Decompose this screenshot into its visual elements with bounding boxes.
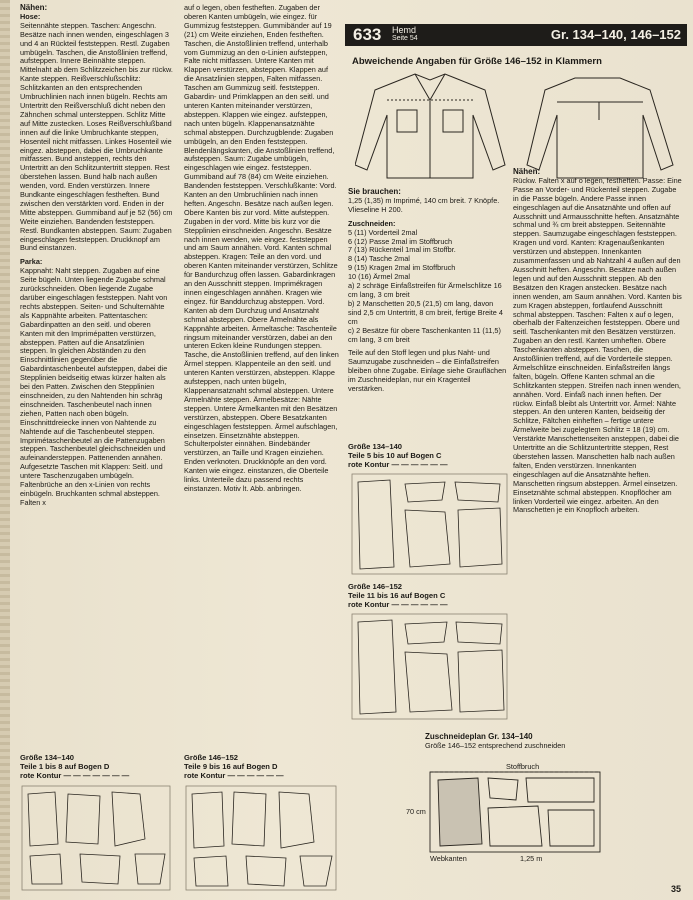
cutting-item: 10 (16) Ärmel 2mal [348,272,411,282]
cutting-item: 7 (13) Rückenteil 1mal im Stoffbr. [348,245,456,255]
cutting-item: b) 2 Manschetten 20,5 (21,5) cm lang, davon sind 2,5 cm Untertritt, 8 cm breit, fertige Breite 4 cm [348,298,503,326]
stoffbruch-label: Stoffbruch [506,762,540,771]
page-reference: Seite 54 [392,35,418,42]
parka-heading: Parka: [20,257,43,267]
column-materials-cutting [348,188,508,399]
cutting-plan-title: Zuschneideplan Gr. 134–140 [425,732,533,741]
pattern-label-shirt-small: Größe 134–140 Teile 5 bis 10 auf Bogen C rote Kontur — — — — — — [348,442,448,469]
cutting-plan-subtitle: Größe 146–152 entsprechend zuschneiden [425,741,566,750]
column-parka-continued [184,4,339,499]
pattern-label-shirt-large: Größe 146–152 Teile 11 bis 16 auf Bogen C rote Kontur — — — — — — [348,582,448,609]
sewing-heading: Nähen: [20,3,48,12]
column-hose-parka [20,4,173,513]
pattern-number: 633 [353,25,382,44]
cutting-item: 5 (11) Vorderteil 2mal [348,227,418,237]
fabric-width-label: 70 cm [406,807,426,816]
hose-heading: Hose: [20,11,41,21]
page-binding-edge [0,0,10,900]
pattern-label-hose-large: Größe 146–152 Teile 9 bis 16 auf Bogen D rote Kontur — — — — — — [184,753,284,780]
size-note: Abweichende Angaben für Größe 146–152 in Klammern [352,56,602,67]
hose-instructions: Seitennähte steppen. Taschen: Angeschn. Besätze nach innen wenden, eingeschlagen 3 und 4 an Rückteil feststeppen. Restl. Zugaben umbügeln. Taschen, die Anstoßlinien treffend, aufsteppen. Innere Beinnähte steppen. Mittelnaht ab dem Schlitzzeichen bis zur rückw. Kante steppen. Reißverschlußschlitz: Schlitzkanten an den entsprechenden Umbruchlinien nach innen bügeln. Rechts am Untertritt den Reißverschluß dicht neben den Zähnchen schmal untersteppen. Schlitz Mitte auf Mitte zustecken. Loses Reißverschlußband innen auf die linke Umbruchkante steppen, Hosenteil nicht mitfassen. Linkes Hosenteil wie eingez. absteppen, dabei die Umbruchkante mitfassen. Bund ansteppen, rechts den Untertritt an den Schlitzuntertritt steppen. Rest überstehen lassen. Bund halb nach außen wenden, vord. Enden verstürzen. Innere Bundkante eingeschlagen festheften. Bund zwischen den verstärkten vord. Enden in der Mitte absteppen. Gummiband auf je 52 (56) cm Weite einziehen. Bandenden feststeppen. Restl. Bundkanten absteppen. Saum: Zugaben eingeschlagen feststeppen. Druckknopf am Bund einstanzen. [20,20,173,253]
shirt-sewing-text: Rückw. Falten x auf o legen, festheften. Passe: Eine Passe an Vorder- und Rückenteil steppen. Zugabe in die Passe bügeln. Andere Passe innen eingeschlagen auf die Ansatznähte und offen auf Ausschnitt und Armausschnitte heften. Ansatznähte schmal und ¾ cm breit absteppen. Seitennähte steppen. Saumzugabe eingeschlagen feststeppen. Kragen und vord. Kanten: Kragenaußenkanten verstürzen und absteppen. Innenkanten zusammenfassen und ab Nahtzahl 4 außen auf den Ausschnitt heften. Angeschn. Besätze nach außen legen und auf den Ausschnitt steppen. Ab den Besätzen den Kragen anstecken. Besätze nach innen wenden, am Saum annähen. Vord. Kanten bis zum Kragen absteppen, fortlaufend Ausschnitt schmal absteppen. Taschen: Falten x auf o legen, oberhalb der Faltenzeichen feststeppen. Obere und seitl. Taschenkanten mit den Besätzen verstürzen. Zugaben an den restl. Kanten umheften. Obere Taschenkanten absteppen. Taschen, die Anstoßlinien treffend, auf die Vorderteile steppen. Ärmelschlitze einschneiden. Einfaßstreifen längs falten, bügeln. Offene Kanten schmal an die Schlitzkanten steppen. Streifen nach innen wenden, annähen. Vord. Einfaß nach innen heften. Der rückw. Einfaß bleibt als Untertritt vor. Ärmel: Nähte steppen. An den unteren Kanten, beidseitig der Schlitze, Fältchen einheften – fertige untere Ärmelweite bei zugelegtem Schlitz = 18 (19) cm. Verstärkte Manschettenseiten ansteppen, dabei die Untertritte an die Schlitzuntertritte steppen, Rest überstehen lassen. Manschetten halb nach außen falten, Enden verstürzen. Innenkanten eingeschlagen auf die Ansatznähte heften. Manschetten ringsum absteppen. Ärmel einsetzen. Einsetznähte schmal absteppen. Knopflöcher am linken Vorderteil wie eingez. arbeiten. An den Manschetten je ein Knopfloch arbeiten. [513,175,682,515]
pattern-sheet-shirt-large [350,612,510,722]
pattern-sheet-shirt-small [350,472,510,577]
pattern-sheet-hose-large [184,784,339,892]
cutting-item: 6 (12) Passe 2mal im Stoffbruch [348,236,453,246]
pattern-header-bar [345,24,687,46]
size-range: Gr. 134–140, 146–152 [550,27,681,42]
materials-heading: Sie brauchen: [348,187,401,196]
cutting-item: a) 2 schräge Einfaßstreifen für Ärmelschlitze 16 cm lang, 3 cm breit [348,281,502,299]
cutting-item: 8 (14) Tasche 2mal [348,254,410,264]
column-shirt-sewing [513,168,683,520]
parka-instructions-continued: auf o legen, oben festheften. Zugaben der oberen Kanten umbügeln, wie eingez. für Gummizug feststeppen. Gummibänder auf 19 (21) cm Weite einziehen, Enden festheften. Taschen, die Anstoßlinien treffend, unterhalb vom Gummizug an den o-Linien aufsteppen, Falte nicht mitfassen. Untere Kanten mit Klappen verstürzen, absteppen. Klappen auf die Ansatzlinien steppen, Falten mitfassen. Taschen am Gummizug seitl. feststeppen. Gabardin- und Primklappen an den seitl. und unteren Kanten miteinander verstürzen, absteppen. Klappen wie eingez. aufsteppen, nach unten bügeln. Klappenansatznähte schmal absteppen. Durchzugblende: Zugaben umbügeln, an den Enden feststeppen. Blendenlängskanten, die Anstoßlinien treffend, aufsteppen. Saum: Zugabe umbügeln, eingeschlagen wie eingez. feststeppen. Gummiband auf 78 (84) cm Weite einziehen. Bandenden feststeppen. Verschlußkante: Vord. Kanten an den Umbruchlinien nach innen heften. Angeschn. Besätze nach außen legen. Obere Kanten bis zur vord. Mitte aufsteppen. Zugaben in der vord. Mitte bis kurz vor die Stepplinien einschneiden. Angeschn. Besätze nach innen wenden, wie eingez. feststeppen und am Saum annähen. Vord. Kanten schmal absteppen. Kragen: Teile an den vord. und oberen Kanten miteinander verstürzen, Schlitze für Bandurchzug offen lassen. Gabardinkragen an den Ausschnitt steppen. Imprimékragen innen eingeschlagen annähen. Kragen wie eingez. für Banddurchzug absteppen. Vord. Kanten ab dem Durchzug und Ansatznaht schmal absteppen. Obere Ärmelnähte als Kappnähte arbeiten. Ärmeltasche: Taschenteile ringsum miteinander verstürzen, dabei an den unteren Ecken kleine Rundungen steppen. Tasche, die Anstoßlinien treffend, auf den linken Ärmel steppen. Klappenteile an den seitl. und unteren Kanten verstürzen, absteppen. Klappe aufsteppen, nach unten bügeln, Klappenansatznaht schmal absteppen. Untere Ärmelnähte steppen. Ärmelbesätze: Nähte steppen. Untere Ärmelkanten mit den Besätzen verstürzen, absteppen. Obere Besatzkanten eingeschlagen feststeppen. Ärmel aufschlagen, einsetzen. Einsetznähte absteppen. Schulterpolster einnähen. Bindebänder verstürzen, an Taille und Kragen einziehen. Enden verknoten. Druckknöpfe an den vord. Kanten wie eingez. einstanzen, die Oberteile links. Unterteile dazu passend rechts einstanzen. Motiv lt. Abb. anbringen. [184,3,339,493]
cutting-item: 9 (15) Kragen 2mal im Stoffbruch [348,263,456,273]
materials-text: 1,25 (1,35) m Imprimé, 140 cm breit. 7 Knöpfe. Vlieseline H 200. [348,195,500,214]
page-number: 35 [670,884,681,894]
pattern-sheet-hose-small [20,784,173,892]
pattern-label-hose-small: Größe 134–140 Teile 1 bis 8 auf Bogen D rote Kontur — — — — — — — [20,753,130,780]
shirt-sewing-heading: Nähen: [513,167,541,176]
cutting-note: Teile auf den Stoff legen und plus Naht- und Saumzugabe zuschneiden – die Einfaßstreifen bleiben ohne Zugabe. Einlage siehe Grauflächen im Zuschneideplan, nur ein Kragenteil verstärken. [348,348,507,394]
shirt-illustration [355,70,685,182]
garment-name: Hemd [392,25,417,35]
cutting-heading: Zuschneiden: [348,218,396,228]
selvedge-label: Webkanten [430,854,467,863]
cutting-item: c) 2 Besätze für obere Taschenkanten 11 (11,5) cm lang, 3 cm breit [348,325,501,344]
fabric-length-label: 1,25 m [520,854,543,863]
parka-instructions: Kappnaht: Naht steppen. Zugaben auf eine Seite bügeln. Unten liegende Zugabe schmal zurückschneiden. Oben liegende Zugabe darüber eingeschlagen feststeppen. Naht von rechts absteppen. Seiten- und Schulternähte als Kappnähte arbeiten. Pattentaschen: Gabardinpatten an den seitl. und oberen Kanten mit den Imprimépatten verstürzen, absteppen. Patten auf die Ansatzlinien steppen. In gleichen Abständen zu den Einschnittlinien gegenüber die Gabardintaschenbeutel aufsteppen, dabei die Stepplinien beidseitig etwas kürzer halten als bei den Patten. Zwischen den Stepplinien einschneiden, zu den Nahtenden hin schräg einschneiden. Taschenbeutel nach innen ziehen, Patten nach oben bügeln. Einschnittdreiecke innen von Nahtende zu Nahtende auf die Taschenbeutel steppen. Imprimétaschenbeutel an die Pattenzugaben steppen. Taschenbeutel gleichschneiden und aufeinandersteppen. Pattenenden annähen. Aufgesetzte Taschen mit Klappen: Seitl. und untere Taschenzugaben umbügeln. Faltenbrüche an den x-Linien von rechts einbügeln. Bruchkanten schmal absteppen. Falten x [20,266,168,507]
